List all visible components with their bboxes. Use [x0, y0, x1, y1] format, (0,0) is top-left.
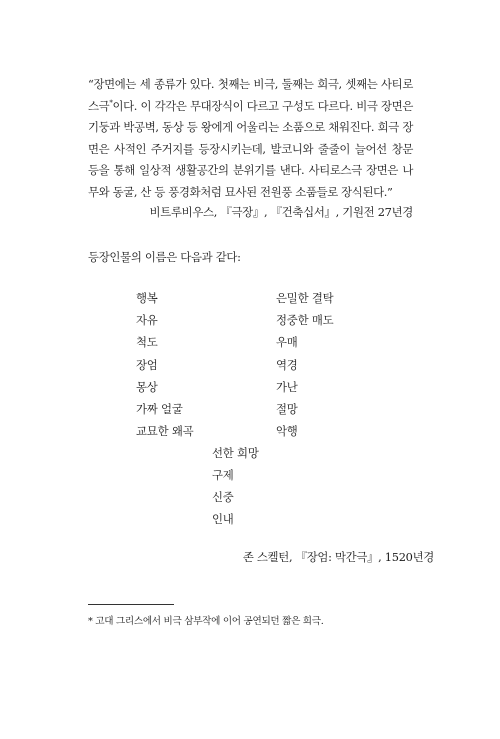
character-name: 자유 — [136, 313, 158, 327]
character-name: 신중 — [212, 490, 234, 504]
character-name: 몽상 — [136, 380, 158, 394]
characters-intro: 등장인물의 이름은 다음과 같다: — [88, 250, 241, 264]
character-name: 가난 — [276, 380, 298, 394]
character-name: 구제 — [212, 468, 234, 482]
character-name: 교묘한 왜곡 — [136, 424, 194, 438]
vitruvius-quote — [88, 74, 413, 204]
character-name: 선한 희망 — [212, 446, 259, 460]
character-name: 은밀한 결탁 — [276, 291, 334, 305]
quote-attribution: 비트루비우스, 『극장』, 『건축십서』, 기원전 27년경 — [149, 205, 413, 219]
character-name: 역경 — [276, 358, 298, 372]
footnote-mark: * — [109, 98, 113, 107]
footnote: * 고대 그리스에서 비극 삼부작에 이어 공연되던 짧은 희극. — [88, 616, 324, 627]
character-name: 악행 — [276, 424, 298, 438]
skelton-attribution: 존 스켈턴, 『장엄: 막간극』, 1520년경 — [242, 550, 434, 564]
character-name: 가짜 얼굴 — [136, 402, 183, 416]
character-name: 인내 — [212, 512, 234, 526]
character-name: 척도 — [136, 335, 158, 349]
character-name: 장엄 — [136, 358, 158, 372]
quote-text-continued: 이다. 이 각각은 무대장식이 다르고 구성도 다르다. 비극 장면은 기둥과 박공벽, 동상 등 왕에게 어울리는 소품으로 채워진다. 희극 장면은 사적인 주거지를 등장시키는데, 발코니와 줄줄이 늘어선 창문 등을 통해 일상적 생활공간의 분위기를 낸다. 사티로스극 장면은 나무와 동굴, 산 등 풍경화처럼 묘사된 전원풍 소품들로 장식된다.” — [88, 98, 413, 199]
quote-text: “장면에는 세 종류가 있다. 첫째는 비극, 둘째는 희극, 셋째는 사티로스극 — [88, 77, 413, 113]
footnote-divider — [88, 604, 174, 605]
character-name: 우매 — [276, 335, 298, 349]
character-name: 절망 — [276, 402, 298, 416]
character-name: 행복 — [136, 291, 158, 305]
character-name: 정중한 매도 — [276, 313, 334, 327]
